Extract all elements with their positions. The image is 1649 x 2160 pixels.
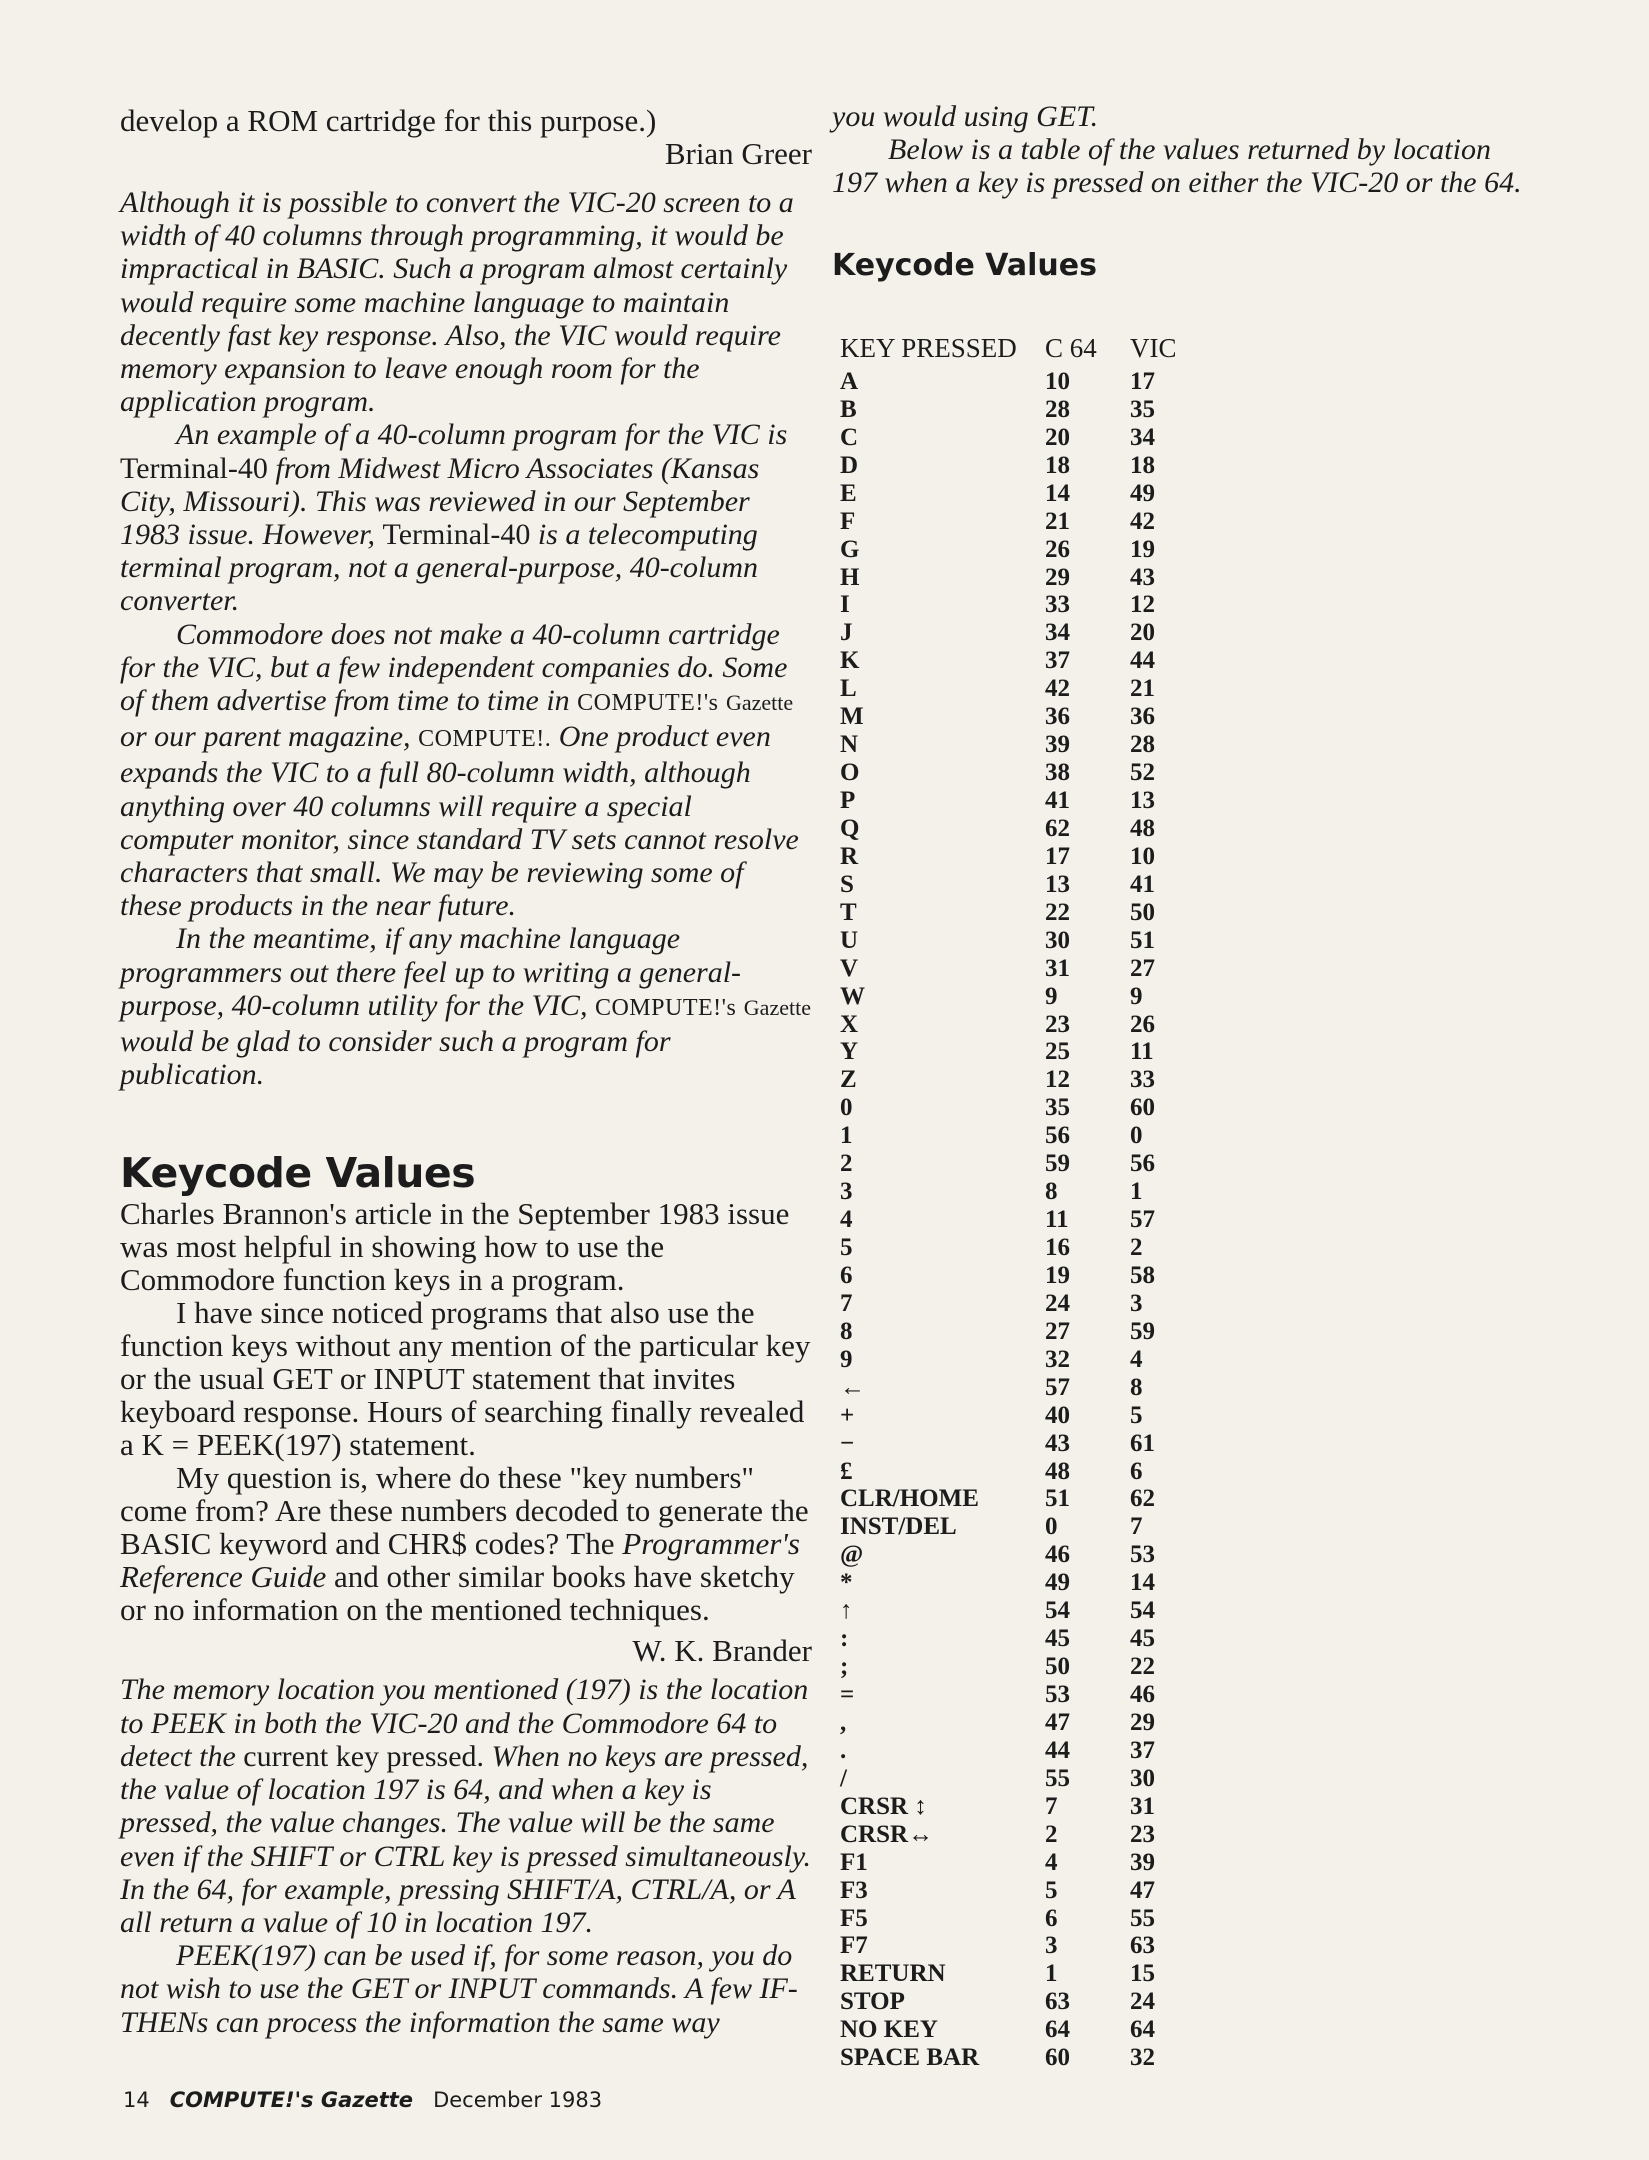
c64-value-cell: 41 <box>1045 787 1070 815</box>
c64-value-cell: 19 <box>1045 1261 1070 1289</box>
table-row <box>840 1458 1260 1486</box>
vic-value-cell: 26 <box>1130 1010 1155 1038</box>
table-row <box>840 452 1260 480</box>
c64-value-cell: 20 <box>1045 423 1070 451</box>
key-cell: Q <box>840 814 860 842</box>
vic-value-cell: 48 <box>1130 814 1155 842</box>
key-cell: SPACE BAR <box>840 2044 980 2072</box>
key-cell: I <box>840 591 850 619</box>
vic-value-cell: 7 <box>1130 1513 1143 1541</box>
c64-value-cell: 55 <box>1045 1764 1070 1792</box>
key-cell: 3 <box>840 1178 853 1206</box>
c64-value-cell: 17 <box>1045 842 1070 870</box>
key-cell: K <box>840 647 860 675</box>
key-cell: M <box>840 703 864 731</box>
c64-value-cell: 13 <box>1045 870 1070 898</box>
table-row <box>840 1905 1260 1933</box>
vic-value-cell: 47 <box>1130 1876 1155 1904</box>
table-row <box>840 1039 1260 1067</box>
vic-value-cell: 52 <box>1130 759 1155 787</box>
vic-value-cell: 23 <box>1130 1820 1155 1848</box>
vic-value-cell: 39 <box>1130 1848 1155 1876</box>
table-row <box>840 1653 1260 1681</box>
text: When no keys are pressed, the value of location 197 is 64, and when a key is pressed, the value changes. The value will be the same even if the SHIFT or CTRL key is pressed simultaneously. In the 64, for example, pressing SHIFT/A, CTRL/A, or A all return a value of 10 in location 197. <box>120 1739 812 1939</box>
key-cell: 1 <box>840 1122 853 1150</box>
vic-value-cell: 1 <box>1130 1178 1143 1206</box>
keycode-table <box>840 328 1260 2072</box>
key-cell: STOP <box>840 1988 905 2016</box>
vic-value-cell: 34 <box>1130 423 1155 451</box>
key-cell: U <box>840 926 859 954</box>
vic-value-cell: 0 <box>1130 1122 1143 1150</box>
vic-value-cell: 59 <box>1130 1317 1155 1345</box>
vic-value-cell: 20 <box>1130 619 1155 647</box>
vic-value-cell: 41 <box>1130 870 1155 898</box>
vic-value-cell: 54 <box>1130 1597 1155 1625</box>
book-title: Programmer's Reference Guide <box>120 1526 800 1595</box>
key-cell: . <box>840 1736 847 1764</box>
c64-value-cell: 60 <box>1045 2044 1070 2072</box>
c64-value-cell: 43 <box>1045 1429 1070 1457</box>
key-cell: = <box>840 1681 855 1709</box>
c64-value-cell: 16 <box>1045 1234 1070 1262</box>
text: and other similar books have sketchy or no information on the mentioned techniques. <box>120 1559 795 1628</box>
table-row <box>840 703 1260 731</box>
vic-value-cell: 3 <box>1130 1289 1143 1317</box>
table-row <box>840 619 1260 647</box>
c64-value-cell: 4 <box>1045 1848 1058 1876</box>
c64-value-cell: 28 <box>1045 395 1070 423</box>
c64-value-cell: 24 <box>1045 1289 1070 1317</box>
reply2-paragraph-1 <box>120 1673 812 1939</box>
vic-value-cell: 13 <box>1130 787 1155 815</box>
key-cell: ← <box>840 1373 865 1401</box>
vic-value-cell: 43 <box>1130 563 1155 591</box>
vic-value-cell: 17 <box>1130 367 1155 395</box>
key-cell: ; <box>840 1653 849 1681</box>
table-row <box>840 1877 1260 1905</box>
reply1-paragraph-3 <box>120 618 812 923</box>
vic-value-cell: 8 <box>1130 1373 1143 1401</box>
key-cell: X <box>840 1010 859 1038</box>
key-cell: NO KEY <box>840 2016 938 2044</box>
vic-value-cell: 21 <box>1130 675 1155 703</box>
table-row <box>840 1988 1260 2016</box>
key-cell: * <box>840 1569 853 1597</box>
key-cell: H <box>840 563 860 591</box>
reply1-paragraph-2 <box>120 418 812 617</box>
text: would be glad to consider such a program for publication. <box>120 1025 671 1092</box>
table-row <box>840 843 1260 871</box>
vic-value-cell: 2 <box>1130 1234 1143 1262</box>
table-row <box>840 955 1260 983</box>
table-row <box>840 1821 1260 1849</box>
vic-value-cell: 51 <box>1130 926 1155 954</box>
key-cell: 5 <box>840 1234 853 1262</box>
key-cell: S <box>840 870 854 898</box>
key-cell: N <box>840 731 859 759</box>
publication-name: COMPUTE!'s Gazette <box>169 2088 414 2112</box>
c64-value-cell: 8 <box>1045 1178 1058 1206</box>
vic-value-cell: 5 <box>1130 1401 1143 1429</box>
table-row <box>840 1178 1260 1206</box>
vic-value-cell: 64 <box>1130 2016 1155 2044</box>
magazine-name: Gazette <box>726 690 794 716</box>
key-cell: E <box>840 479 857 507</box>
c64-value-cell: 14 <box>1045 479 1070 507</box>
c64-value-cell: 37 <box>1045 647 1070 675</box>
c64-value-cell: 7 <box>1045 1792 1058 1820</box>
c64-value-cell: 48 <box>1045 1457 1070 1485</box>
key-cell: / <box>840 1764 847 1792</box>
key-cell: CLR/HOME <box>840 1485 979 1513</box>
continued-text: develop a ROM cartridge for this purpose.) <box>120 103 657 138</box>
table-row <box>840 1150 1260 1178</box>
table-row <box>840 759 1260 787</box>
table-row <box>840 675 1260 703</box>
c64-value-cell: 53 <box>1045 1681 1070 1709</box>
c64-value-cell: 32 <box>1045 1345 1070 1373</box>
c64-value-cell: 44 <box>1045 1736 1070 1764</box>
vic-value-cell: 27 <box>1130 954 1155 982</box>
key-cell: B <box>840 395 857 423</box>
magazine-name: COMPUTE!'s <box>577 690 719 717</box>
signature-brian-greer: Brian Greer <box>664 136 812 171</box>
key-cell: A <box>840 367 859 395</box>
reply1-paragraph-1: Although it is possible to convert the VIC-20 screen to a width of 40 columns through programming, it would be impractical in BASIC. Such a program almost certainly would require some machine language to maintain decently fast key response. Also, the VIC would require memory expansion to leave enough room for the application program. <box>120 186 794 419</box>
table-row <box>840 731 1260 759</box>
key-cell: 2 <box>840 1150 853 1178</box>
page-footer <box>123 2088 602 2112</box>
key-cell: 8 <box>840 1317 853 1345</box>
vic-value-cell: 11 <box>1130 1038 1154 1066</box>
key-cell: ↑ <box>840 1597 853 1625</box>
vic-value-cell: 18 <box>1130 451 1155 479</box>
table-row <box>840 2044 1260 2072</box>
table-row <box>840 787 1260 815</box>
vic-value-cell: 53 <box>1130 1541 1155 1569</box>
text: An example of a 40-column program for the VIC is <box>176 418 788 452</box>
key-cell: + <box>840 1401 855 1429</box>
product-name: Terminal-40 <box>120 451 268 485</box>
table-row <box>840 424 1260 452</box>
key-cell: O <box>840 759 860 787</box>
table-row <box>840 1737 1260 1765</box>
c64-value-cell: 25 <box>1045 1038 1070 1066</box>
c64-value-cell: 1 <box>1045 1960 1058 1988</box>
key-cell: J <box>840 619 853 647</box>
key-cell: Y <box>840 1038 859 1066</box>
magazine-name: COMPUTE!. <box>418 726 552 753</box>
key-cell: 0 <box>840 1094 853 1122</box>
key-cell: INST/DEL <box>840 1513 957 1541</box>
key-cell: V <box>840 954 859 982</box>
vic-value-cell: 10 <box>1130 842 1155 870</box>
vic-value-cell: 58 <box>1130 1261 1155 1289</box>
vic-value-cell: 12 <box>1130 591 1155 619</box>
c64-value-cell: 22 <box>1045 898 1070 926</box>
table-row <box>840 1960 1260 1988</box>
table-row <box>840 815 1260 843</box>
text: My question is, where do these "key numbers" come from? Are these numbers decoded to generate the BASIC keyword and CHR$ codes? The <box>120 1460 809 1562</box>
section-heading: Keycode Values <box>120 1149 476 1198</box>
text: is a telecomputing terminal program, not a general-purpose, 40-column converter. <box>120 518 758 618</box>
table-row <box>840 2016 1260 2044</box>
key-cell: − <box>840 1429 855 1457</box>
table-row <box>840 536 1260 564</box>
key-cell: D <box>840 451 859 479</box>
key-cell: Z <box>840 1066 857 1094</box>
vic-value-cell: 4 <box>1130 1345 1143 1373</box>
c64-value-cell: 34 <box>1045 619 1070 647</box>
c64-value-cell: 11 <box>1045 1206 1069 1234</box>
left-column <box>120 104 812 2039</box>
table-row <box>840 1513 1260 1541</box>
key-cell: T <box>840 898 857 926</box>
vic-value-cell: 32 <box>1130 2044 1155 2072</box>
vic-value-cell: 24 <box>1130 1988 1155 2016</box>
header-key-pressed: KEY PRESSED <box>840 332 1017 363</box>
table-row <box>840 1793 1260 1821</box>
text: current key pressed. <box>243 1739 485 1773</box>
key-cell: CRSR ↕ <box>840 1792 927 1820</box>
vic-value-cell: 45 <box>1130 1625 1155 1653</box>
key-cell: W <box>840 982 865 1010</box>
table-row <box>840 508 1260 536</box>
vic-value-cell: 61 <box>1130 1429 1155 1457</box>
vic-value-cell: 36 <box>1130 703 1155 731</box>
table-row <box>840 1122 1260 1150</box>
table-row <box>840 1625 1260 1653</box>
key-cell: F3 <box>840 1876 868 1904</box>
c64-value-cell: 9 <box>1045 982 1058 1010</box>
table-row <box>840 1094 1260 1122</box>
text: Commodore does not make a 40-column cartridge for the VIC, but a few independent companies do. Some of them advertise from time to time in <box>120 617 788 718</box>
vic-value-cell: 55 <box>1130 1904 1155 1932</box>
vic-value-cell: 57 <box>1130 1206 1155 1234</box>
reply2-paragraph-2: PEEK(197) can be used if, for some reason, you do not wish to use the GET or INPUT commands. A few IF-THENs can process the information the same way <box>120 1939 798 2039</box>
continued-text: you would using GET. <box>832 100 1099 133</box>
text: In the meantime, if any machine language programmers out there feel up to writing a general-purpose, 40-column utility for the VIC, <box>120 922 742 1022</box>
table-row <box>840 1066 1260 1094</box>
table-row <box>840 1541 1260 1569</box>
key-cell: F <box>840 507 856 535</box>
table-row <box>840 1849 1260 1877</box>
vic-value-cell: 37 <box>1130 1736 1155 1764</box>
c64-value-cell: 46 <box>1045 1541 1070 1569</box>
text: or our parent magazine, <box>120 720 411 754</box>
text: One product even expands the VIC to a full 80-column width, although anything over 40 columns will require a special computer monitor, since standard TV sets cannot resolve characters that small. We may be reviewing some of these products in the near future. <box>120 720 799 923</box>
c64-value-cell: 10 <box>1045 367 1070 395</box>
key-cell: 9 <box>840 1345 853 1373</box>
key-cell: P <box>840 787 856 815</box>
c64-value-cell: 62 <box>1045 814 1070 842</box>
table-header <box>840 328 1260 368</box>
key-cell: : <box>840 1625 849 1653</box>
c64-value-cell: 2 <box>1045 1820 1058 1848</box>
table-row <box>840 927 1260 955</box>
c64-value-cell: 59 <box>1045 1150 1070 1178</box>
reply1-paragraph-4 <box>120 922 812 1091</box>
c64-value-cell: 26 <box>1045 535 1070 563</box>
text: from Midwest Micro Associates (Kansas City, Missouri). This was reviewed in our September 1983 issue. However, <box>120 451 760 552</box>
issue-date: December 1983 <box>433 2088 603 2112</box>
table-row <box>840 1206 1260 1234</box>
vic-value-cell: 49 <box>1130 479 1155 507</box>
vic-value-cell: 56 <box>1130 1150 1155 1178</box>
vic-value-cell: 33 <box>1130 1066 1155 1094</box>
c64-value-cell: 38 <box>1045 759 1070 787</box>
key-cell: 4 <box>840 1206 853 1234</box>
c64-value-cell: 21 <box>1045 507 1070 535</box>
page-number: 14 <box>123 2088 150 2112</box>
table-row <box>840 899 1260 927</box>
key-cell: @ <box>840 1541 864 1569</box>
vic-value-cell: 63 <box>1130 1932 1155 1960</box>
c64-value-cell: 39 <box>1045 731 1070 759</box>
table-title: Keycode Values <box>832 247 1097 283</box>
header-vic: VIC <box>1130 332 1177 363</box>
c64-value-cell: 31 <box>1045 954 1070 982</box>
table-row <box>840 1430 1260 1458</box>
vic-value-cell: 28 <box>1130 731 1155 759</box>
table-row <box>840 1765 1260 1793</box>
c64-value-cell: 51 <box>1045 1485 1070 1513</box>
c64-value-cell: 3 <box>1045 1932 1058 1960</box>
c64-value-cell: 29 <box>1045 563 1070 591</box>
vic-value-cell: 35 <box>1130 395 1155 423</box>
key-cell: F1 <box>840 1848 868 1876</box>
c64-value-cell: 18 <box>1045 451 1070 479</box>
c64-value-cell: 49 <box>1045 1569 1070 1597</box>
c64-value-cell: 12 <box>1045 1066 1070 1094</box>
product-name: Terminal-40 <box>382 518 531 552</box>
vic-value-cell: 44 <box>1130 647 1155 675</box>
key-cell: 6 <box>840 1261 853 1289</box>
key-cell: 7 <box>840 1289 853 1317</box>
table-row <box>840 1374 1260 1402</box>
vic-value-cell: 60 <box>1130 1094 1155 1122</box>
vic-value-cell: 30 <box>1130 1764 1155 1792</box>
table-intro: Below is a table of the values returned by location 197 when a key is pressed on either the VIC-20 or the 64. <box>832 133 1522 200</box>
table-row <box>840 368 1260 396</box>
letter-paragraph-3 <box>120 1461 812 1626</box>
table-row <box>840 1234 1260 1262</box>
table-row <box>840 396 1260 424</box>
table-row <box>840 1318 1260 1346</box>
c64-value-cell: 64 <box>1045 2016 1070 2044</box>
key-cell: R <box>840 842 859 870</box>
c64-value-cell: 6 <box>1045 1904 1058 1932</box>
c64-value-cell: 23 <box>1045 1010 1070 1038</box>
table-row <box>840 1346 1260 1374</box>
key-cell: G <box>840 535 860 563</box>
table-row <box>840 1569 1260 1597</box>
table-row <box>840 1709 1260 1737</box>
vic-value-cell: 42 <box>1130 507 1155 535</box>
table-row <box>840 983 1260 1011</box>
vic-value-cell: 62 <box>1130 1485 1155 1513</box>
c64-value-cell: 63 <box>1045 1988 1070 2016</box>
table-row <box>840 1262 1260 1290</box>
c64-value-cell: 27 <box>1045 1317 1070 1345</box>
vic-value-cell: 6 <box>1130 1457 1143 1485</box>
table-row <box>840 1402 1260 1430</box>
key-cell: C <box>840 423 859 451</box>
c64-value-cell: 0 <box>1045 1513 1058 1541</box>
table-row <box>840 1933 1260 1961</box>
key-cell: F7 <box>840 1932 868 1960</box>
table-row <box>840 647 1260 675</box>
table-row <box>840 1681 1260 1709</box>
vic-value-cell: 31 <box>1130 1792 1155 1820</box>
table-row <box>840 871 1260 899</box>
header-c64: C 64 <box>1045 332 1097 363</box>
key-cell: £ <box>840 1457 853 1485</box>
magazine-name: COMPUTE!'s <box>594 994 737 1021</box>
magazine-name: Gazette <box>743 994 811 1020</box>
vic-value-cell: 22 <box>1130 1653 1155 1681</box>
table-body <box>840 368 1260 2072</box>
key-cell: F5 <box>840 1904 868 1932</box>
c64-value-cell: 50 <box>1045 1653 1070 1681</box>
vic-value-cell: 15 <box>1130 1960 1155 1988</box>
key-cell: CRSR↔ <box>840 1820 934 1848</box>
table-row <box>840 480 1260 508</box>
c64-value-cell: 36 <box>1045 703 1070 731</box>
letter-paragraph-2: I have since noticed programs that also use the function keys without any mention of the particular key or the usual GET or INPUT statement that invites keyboard response. Hours of searching finally revealed a K = PEEK(197) statement. <box>120 1295 811 1463</box>
letter-paragraph-1: Charles Brannon's article in the September 1983 issue was most helpful in showing how to use the Commodore function keys in a program. <box>120 1196 790 1298</box>
c64-value-cell: 35 <box>1045 1094 1070 1122</box>
vic-value-cell: 29 <box>1130 1708 1155 1736</box>
c64-value-cell: 54 <box>1045 1597 1070 1625</box>
c64-value-cell: 30 <box>1045 926 1070 954</box>
vic-value-cell: 9 <box>1130 982 1143 1010</box>
signature-brander: W. K. Brander <box>632 1633 812 1669</box>
text: The memory location you mentioned (197) is the location to PEEK in both the VIC-20 and the Commodore 64 to detect the <box>120 1673 809 1773</box>
c64-value-cell: 57 <box>1045 1373 1070 1401</box>
table-row <box>840 1597 1260 1625</box>
c64-value-cell: 42 <box>1045 675 1070 703</box>
vic-value-cell: 46 <box>1130 1681 1155 1709</box>
table-row <box>840 1290 1260 1318</box>
c64-value-cell: 47 <box>1045 1708 1070 1736</box>
key-cell: L <box>840 675 857 703</box>
c64-value-cell: 33 <box>1045 591 1070 619</box>
table-row <box>840 564 1260 592</box>
table-row <box>840 1011 1260 1039</box>
table-row <box>840 1486 1260 1514</box>
key-cell: , <box>840 1708 847 1736</box>
right-column <box>832 100 1522 283</box>
c64-value-cell: 56 <box>1045 1122 1070 1150</box>
table-row <box>840 592 1260 620</box>
c64-value-cell: 40 <box>1045 1401 1070 1429</box>
c64-value-cell: 5 <box>1045 1876 1058 1904</box>
vic-value-cell: 50 <box>1130 898 1155 926</box>
vic-value-cell: 19 <box>1130 535 1155 563</box>
key-cell: RETURN <box>840 1960 946 1988</box>
c64-value-cell: 45 <box>1045 1625 1070 1653</box>
vic-value-cell: 14 <box>1130 1569 1155 1597</box>
